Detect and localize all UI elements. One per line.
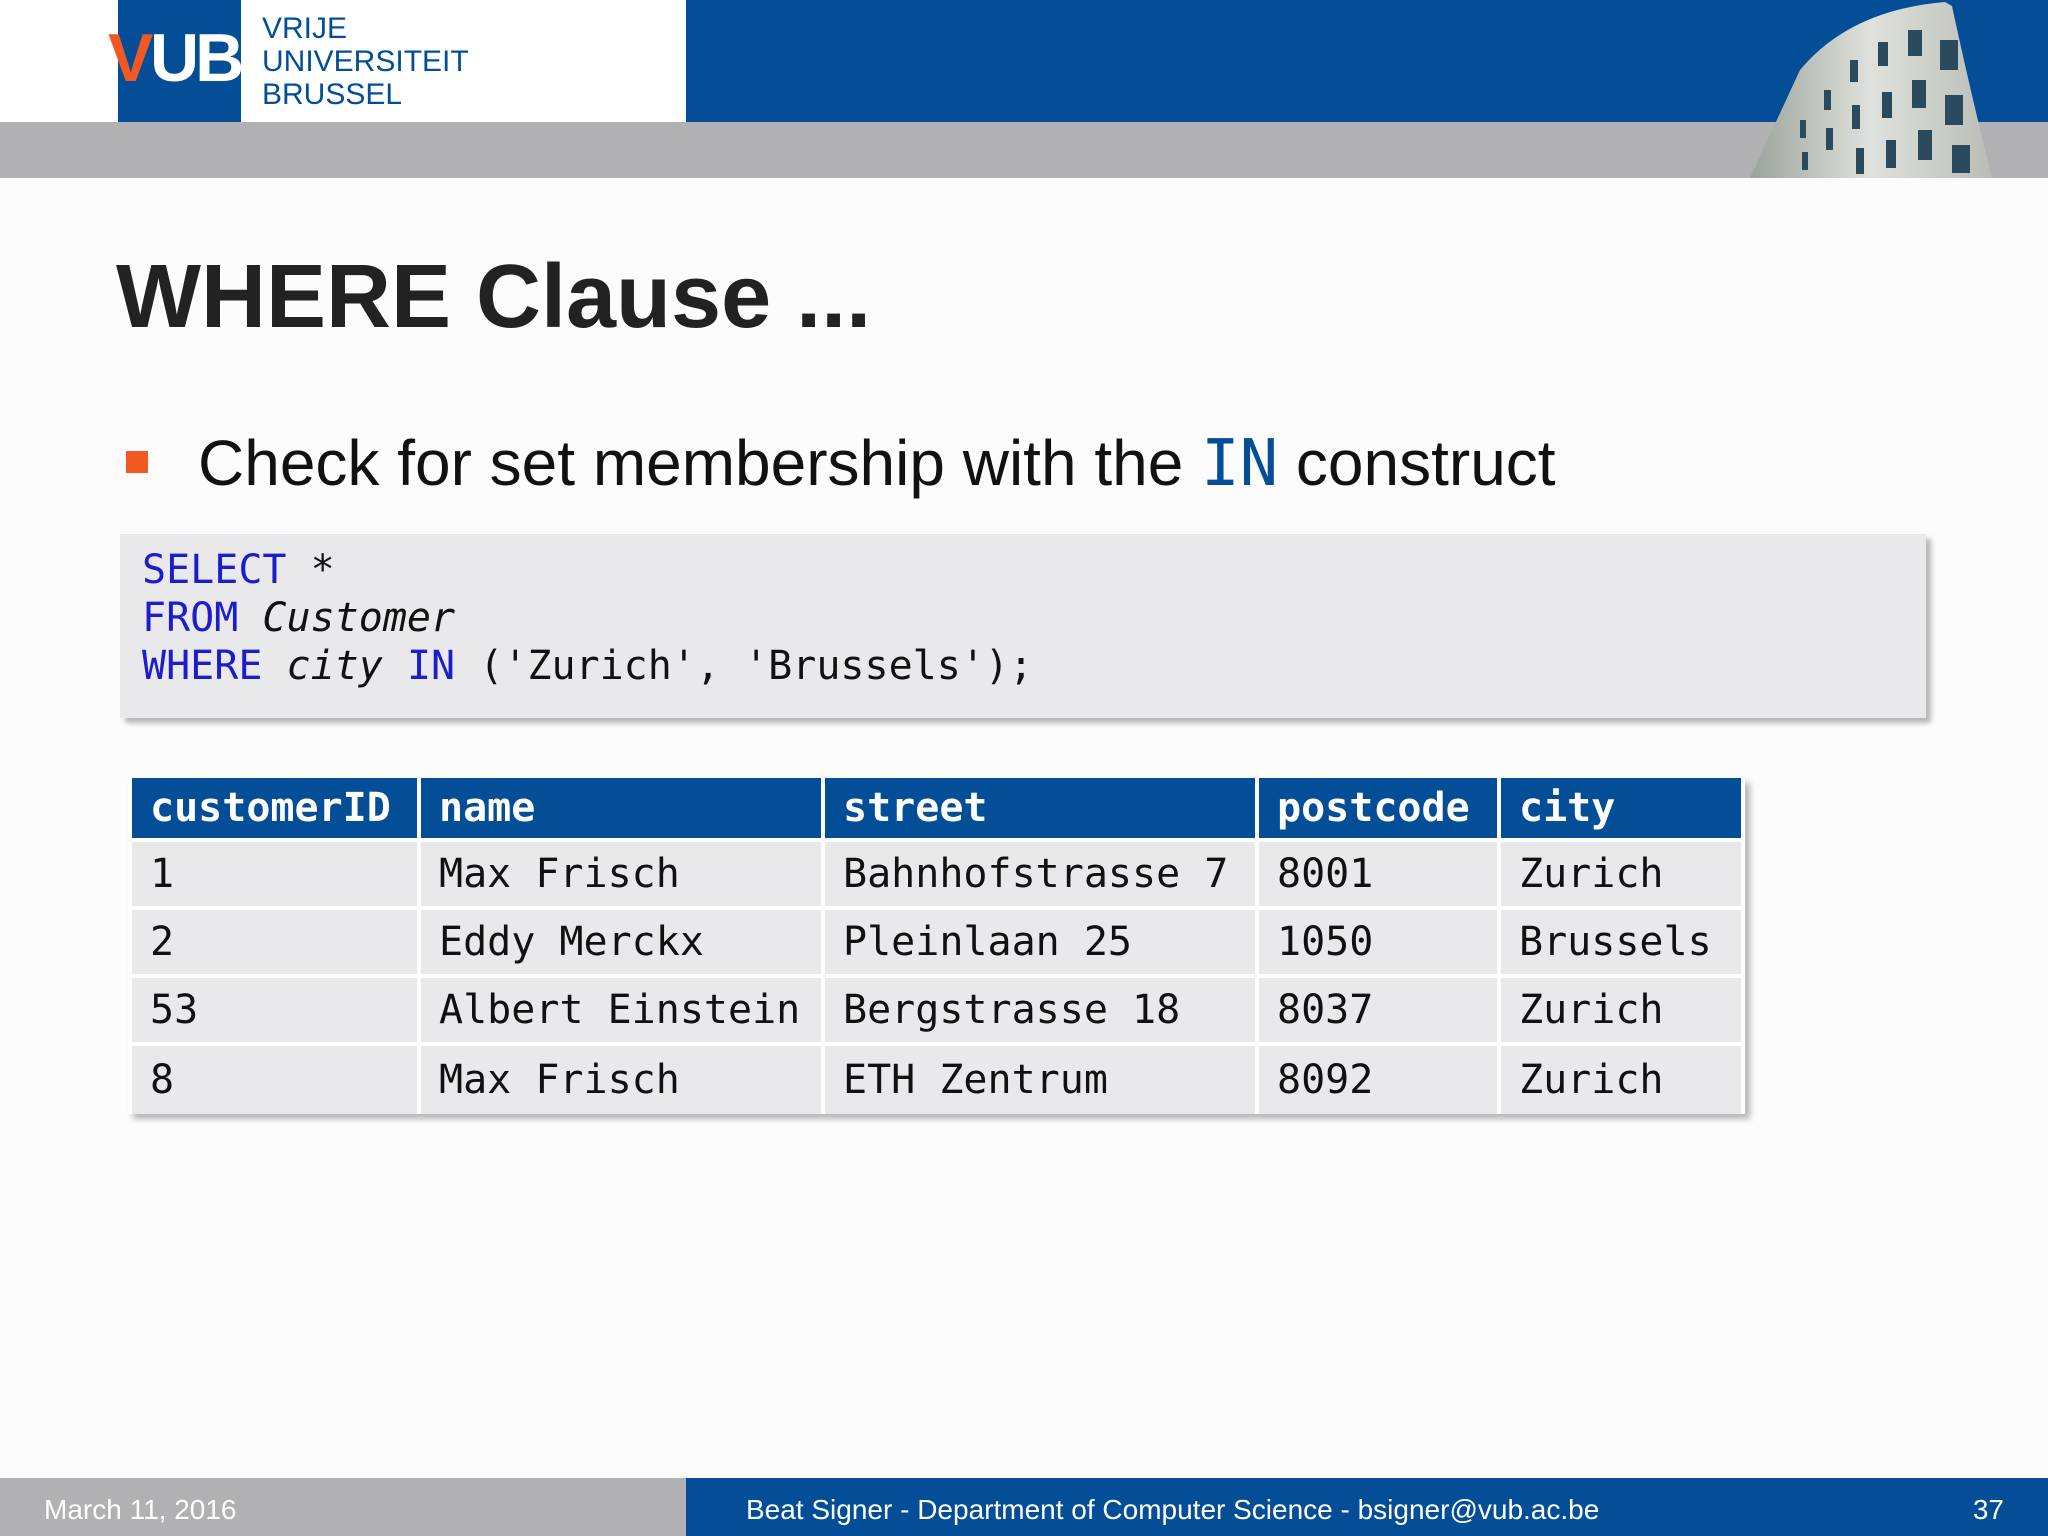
slide-title: WHERE Clause ... [116,247,872,347]
code-line-3 [142,642,1904,690]
logo-mark-ub: UB [150,20,241,96]
table-cell: 8001 [1259,842,1497,910]
table-cell: 8092 [1259,1046,1497,1114]
university-line-2: UNIVERSITEIT [262,45,469,78]
column-header-postcode: postcode [1259,778,1497,842]
table-cell: Pleinlaan 25 [825,910,1255,978]
table-cell: Bahnhofstrasse 7 [825,842,1255,910]
bullet-keyword: IN [1201,427,1279,501]
customer-result-table [128,778,1745,1114]
table-cell: Bergstrasse 18 [825,978,1255,1046]
bullet-text [198,428,1556,499]
table-cell: 8 [132,1046,417,1114]
bullet-text-after: construct [1278,427,1556,499]
university-line-3: BRUSSEL [262,78,403,111]
table-cell: Brussels [1501,910,1741,978]
code-identifier: Customer [262,595,456,641]
table-cell: 53 [132,978,417,1046]
table-cell: ETH Zentrum [825,1046,1255,1114]
table-cell: 2 [132,910,417,978]
bullet-square-icon [126,451,148,473]
table-cell: Max Frisch [421,1046,821,1114]
table-cell: 8037 [1259,978,1497,1046]
table-cell: Albert Einstein [421,978,821,1046]
column-header-city: city [1501,778,1741,842]
footer-date: March 11, 2016 [44,1494,237,1525]
footer-author: Beat Signer - Department of Computer Science - bsigner@vub.ac.be [746,1494,1600,1525]
table-row [132,1046,1741,1114]
table-cell: Zurich [1501,1046,1741,1114]
table-cell: Zurich [1501,842,1741,910]
table-cell: Zurich [1501,978,1741,1046]
university-line-1: VRIJE [262,12,348,45]
code-keyword: IN [406,643,456,689]
code-space [238,595,262,641]
code-text: * [286,547,335,593]
table-cell: 1050 [1259,910,1497,978]
building-photo [1740,0,2010,178]
column-header-customerid: customerID [132,778,417,842]
column-header-street: street [825,778,1255,842]
table-row [132,978,1741,1046]
table-cell: Eddy Merckx [421,910,821,978]
column-header-name: name [421,778,821,842]
code-keyword: FROM [142,595,239,641]
code-keyword: SELECT [142,547,287,593]
code-line-1 [142,546,1904,594]
bullet-text-before: Check for set membership with the [198,427,1202,499]
logo-mark-v: V [108,20,148,96]
code-text: ('Zurich', 'Brussels'); [455,643,1034,689]
table-header-row [132,778,1741,842]
table-row [132,842,1741,910]
code-space [262,643,286,689]
table-row [132,910,1741,978]
table-cell: Max Frisch [421,842,821,910]
code-keyword: WHERE [142,643,263,689]
code-line-2 [142,594,1904,642]
table-cell: 1 [132,842,417,910]
university-name [262,12,469,111]
page-number: 37 [1972,1494,2004,1525]
code-space [383,643,407,689]
sql-code-block [120,534,1926,718]
code-identifier: city [286,643,383,689]
